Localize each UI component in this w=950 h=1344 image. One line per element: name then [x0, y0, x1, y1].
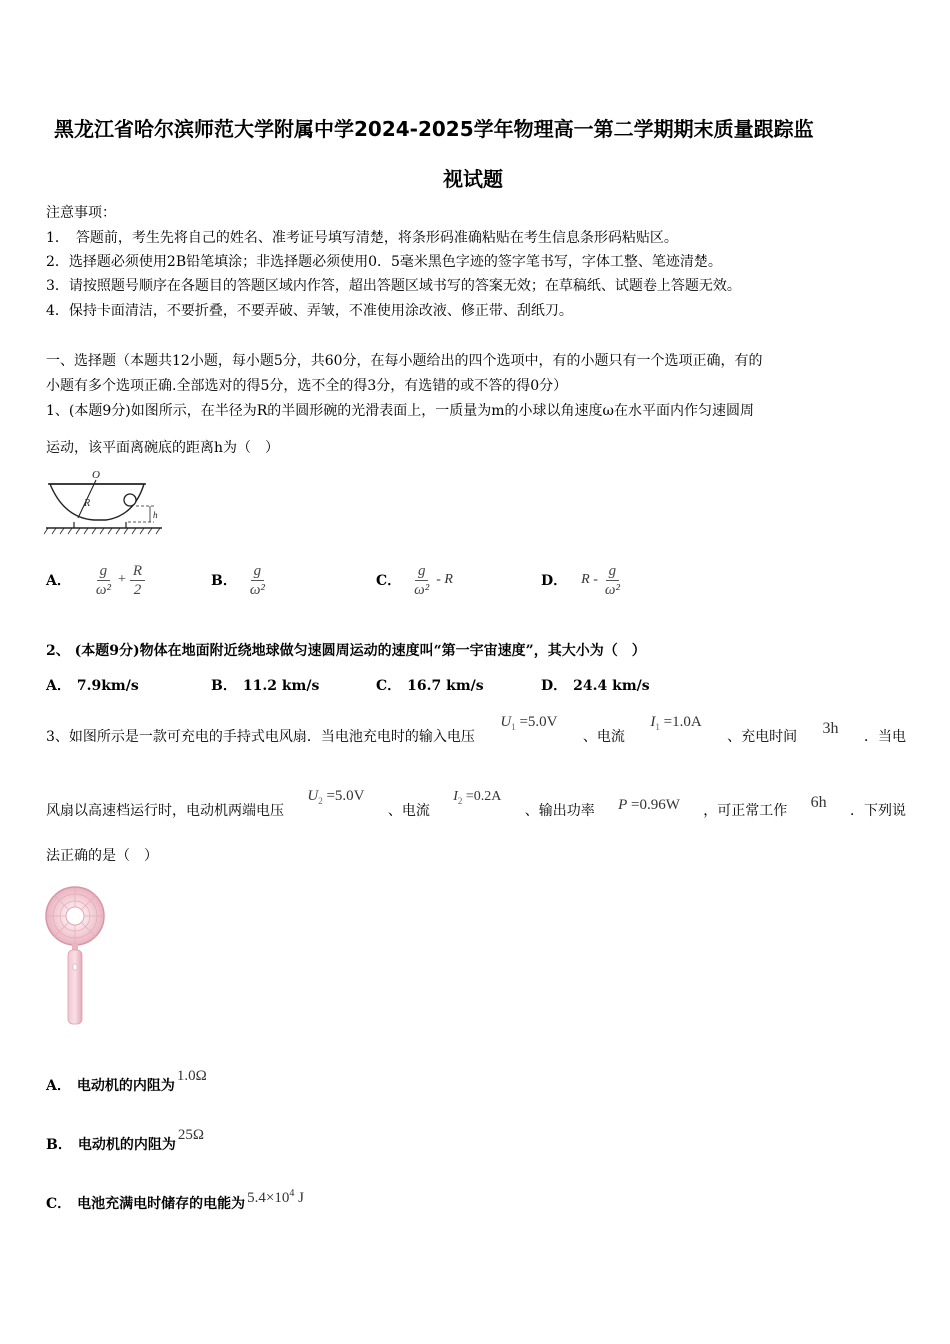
q2-option-b[interactable]: B． 11.2 km/s	[211, 678, 320, 694]
q3-line3: 法正确的是（ ）	[46, 848, 158, 864]
fan-hub	[66, 907, 84, 925]
q2-option-a[interactable]: A． 7.9km/s	[46, 678, 139, 694]
bowl-figure	[44, 466, 166, 542]
q3-option-c[interactable]: C． 电池充满电时储存的电能为 $5.4\times 10^4$ J	[46, 1184, 304, 1214]
q3-i2: $I_2 =0.2A$	[453, 789, 502, 806]
label-o: O	[92, 469, 100, 481]
q1-option-a-op: +	[117, 572, 126, 587]
notice-item-2: 2．选择题必须使用2B铅笔填涂；非选择题必须使用0．5毫米黑色字迹的签字笔书写，字体工整、笔迹清楚。	[46, 254, 722, 270]
q1-option-a-label: A．	[46, 573, 71, 589]
q1-option-c-label: C．	[376, 573, 402, 589]
q3-u2: $U_2 =5.0V$	[307, 788, 365, 806]
q1-option-d[interactable]	[541, 556, 623, 604]
q3-option-a[interactable]: A． 电动机的内阻为 1.0Ω	[46, 1068, 207, 1094]
fan-handle	[68, 950, 82, 1024]
label-r: R	[84, 498, 91, 509]
q1-option-c[interactable]	[376, 556, 453, 604]
fan-figure	[44, 880, 106, 1028]
q3-option-a-value: 1.0Ω	[176, 1068, 207, 1084]
q1-option-d-label: D．	[541, 573, 568, 589]
q2-text: 2、 (本题9分)物体在地面附近绕地球做匀速圆周运动的速度叫“第一宇宙速度”，其大小为（ ）	[46, 643, 646, 659]
section1-line1: 一、选择题（本题共12小题，每小题5分，共60分，在每小题给出的四个选项中，有的小题只有一个选项正确，有的	[46, 353, 763, 369]
q3-line2: 风扇以高速档运行时，电动机两端电压 $U_2 =5.0V$ 、电流 $I_2 =0.2A$ 、输出功率 P =0.96W ，可正常工作 6h ．下列说	[46, 788, 906, 819]
q1-line1: 1、(本题9分)如图所示，在半径为R的半圆形碗的光滑表面上，一质量为m的小球以角速度ω在水平面内作匀速圆周	[46, 403, 754, 419]
q1-option-b[interactable]	[211, 556, 268, 604]
q3-option-b[interactable]: B． 电动机的内阻为 25Ω	[46, 1127, 204, 1153]
doc-title-line2: 视试题	[443, 167, 503, 191]
ground-hatch	[44, 528, 160, 534]
q3-u1: $U_1 =5.0V$	[500, 714, 558, 732]
ball	[124, 494, 136, 506]
q2-option-c[interactable]: C． 16.7 km/s	[376, 678, 484, 694]
notice-item-3: 3．请按照题号顺序在各题目的答题区域内作答，超出答题区域书写的答案无效；在草稿纸、试题卷上答题无效。	[46, 278, 741, 294]
q1-option-a-frac2: $\frac{R}{2}$	[130, 562, 145, 599]
q3-option-c-value: $5.4\times 10^4$ J	[247, 1188, 304, 1206]
q3-p: P =0.96W	[618, 797, 680, 813]
q1-option-a-frac1: $\frac{g}{\text{ω²}}$	[95, 562, 111, 598]
q1-option-b-frac: $\frac{g}{\text{ω²}}$	[249, 562, 265, 598]
q1-option-a[interactable]	[46, 556, 145, 604]
notice-item-4: 4．保持卡面清洁，不要折叠，不要弄破、弄皱，不准使用涂改液、修正带、刮纸刀。	[46, 303, 573, 319]
doc-title-line1: 黑龙江省哈尔滨师范大学附属中学2024-2025学年物理高一第二学期期末质量跟踪监	[54, 117, 814, 141]
q1-option-c-tail: - R	[436, 572, 453, 587]
q3-i1: $I_1 =1.0A$	[650, 714, 702, 732]
q3-t2: 6h	[810, 794, 827, 811]
section1-line2: 小题有多个选项正确.全部选对的得5分，选不全的得3分，有选错的或不答的得0分）	[46, 378, 568, 394]
q1-option-d-head: R -	[581, 572, 598, 587]
q3-t1: 3h	[822, 720, 839, 737]
q3-line1: 3、如图所示是一款可充电的手持式电风扇．当电池充电时的输入电压 $U_1 =5.0V$ 、电流 $I_1 =1.0A$ 、充电时间 3h ．当电	[46, 714, 906, 745]
notice-heading: 注意事项：	[46, 205, 116, 221]
notice-item-1: 1． 答题前，考生先将自己的姓名、准考证号填写清楚，将条形码准确粘贴在考生信息条形码粘贴区。	[46, 230, 678, 246]
q1-option-c-frac: $\frac{g}{\text{ω²}}$	[414, 562, 430, 598]
fan-button	[73, 964, 77, 970]
q1-line2: 运动，该平面离碗底的距离h为（ ）	[46, 440, 280, 456]
q3-option-b-value: 25Ω	[177, 1127, 204, 1143]
q2-option-d[interactable]: D． 24.4 km/s	[541, 678, 650, 694]
q1-option-b-label: B．	[211, 573, 237, 589]
q1-option-d-frac: $\frac{g}{\text{ω²}}$	[604, 562, 620, 598]
label-h: h	[153, 510, 158, 520]
